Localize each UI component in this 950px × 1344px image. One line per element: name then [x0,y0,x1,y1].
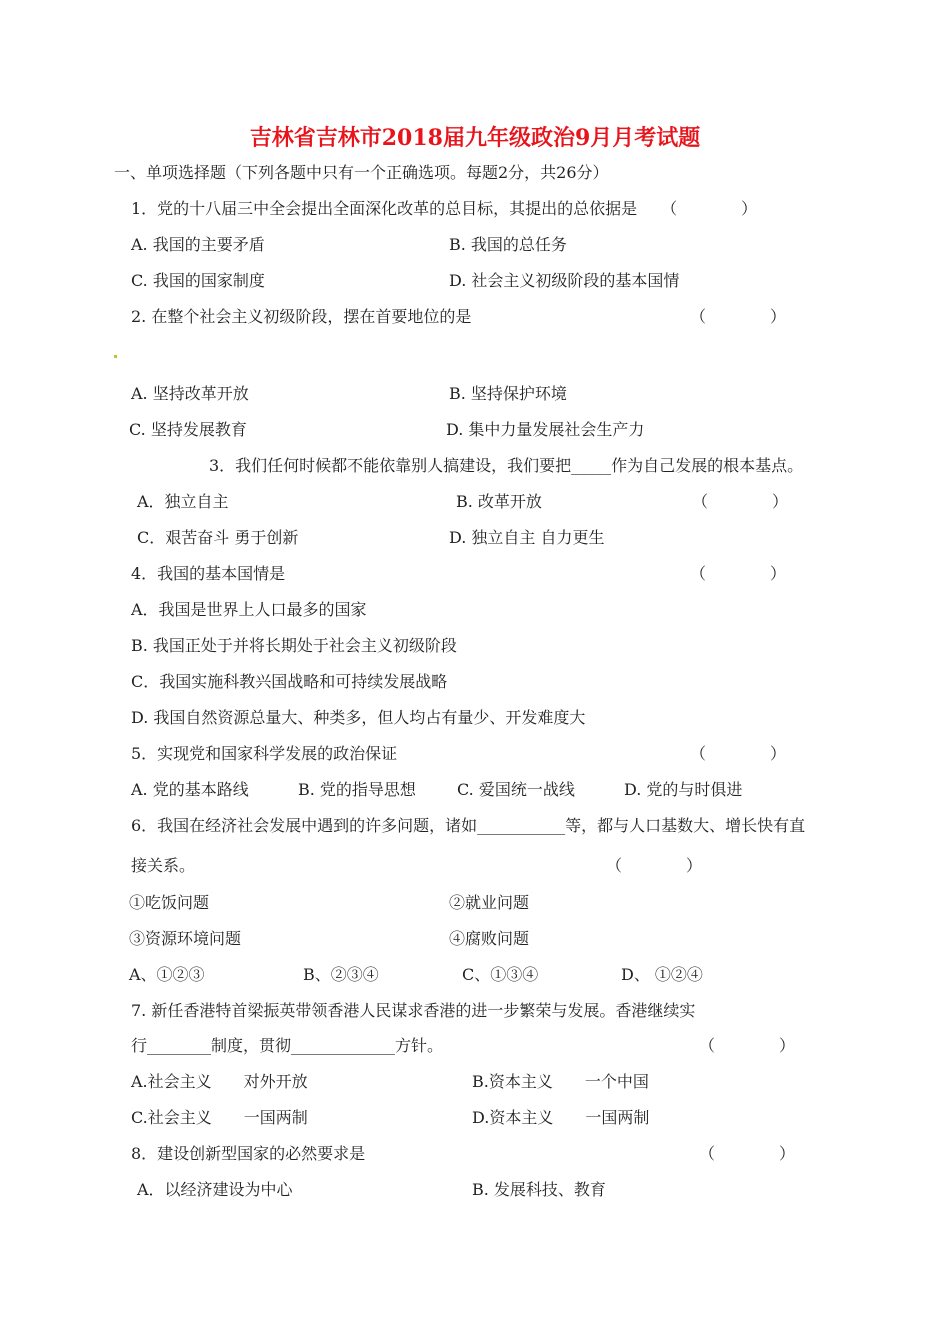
question-7-option-b: B.资本主义 一个中国 [472,1072,649,1091]
question-7-option-a: A.社会主义 对外开放 [131,1072,308,1091]
question-3-option-c: C．艰苦奋斗 勇于创新 [137,528,299,547]
question-6-stem: 6．我国在经济社会发展中遇到的许多问题，诸如___________等，都与人口基数大、增长快有直 [131,816,806,835]
question-3-option-a: A．独立自主 [137,492,229,511]
question-8-stem: 8．建设创新型国家的必然要求是 [131,1144,366,1163]
question-2-option-a: A. 坚持改革开放 [131,384,249,403]
question-2-stem: 2. 在整个社会主义初级阶段，摆在首要地位的是 [131,307,472,326]
stray-mark [114,355,117,358]
question-4-bracket: （ ） [690,564,787,583]
question-5-bracket: （ ） [690,744,787,763]
question-3-option-d: D. 独立自主 自力更生 [449,528,605,547]
question-5-stem: 5．实现党和国家科学发展的政治保证 [131,744,398,763]
question-3-option-b: B. 改革开放 [456,492,542,511]
question-3-bracket: （ ） [692,492,789,511]
question-6-item-1: ①吃饭问题 [129,893,210,912]
question-1-option-b: B. 我国的总任务 [449,235,567,254]
question-4-stem: 4．我国的基本国情是 [131,564,286,583]
question-6-item-4: ④腐败问题 [449,929,530,948]
question-1-option-d: D. 社会主义初级阶段的基本国情 [449,271,680,290]
question-7-stem: 7. 新任香港特首梁振英带领香港人民谋求香港的进一步繁荣与发展。香港继续实 [131,1001,696,1020]
question-2-option-d: D. 集中力量发展社会生产力 [446,420,645,439]
question-6-option-d: D、 ①②④ [621,965,703,984]
question-6-option-c: C、①③④ [462,965,539,984]
question-5-option-c: C. 爱国统一战线 [457,780,575,799]
question-2-bracket: （ ） [690,307,787,326]
question-6-item-3: ③资源环境问题 [129,929,242,948]
question-5-option-b: B. 党的指导思想 [298,780,416,799]
document-title: 吉林省吉林市2018届九年级政治9月月考试题 [249,125,701,151]
question-8-bracket: （ ） [699,1144,796,1163]
question-7-bracket: （ ） [699,1036,796,1055]
question-6-bracket: （ ） [606,856,703,875]
question-1-stem: 1．党的十八届三中全会提出全面深化改革的总目标，其提出的总依据是 （ ） [131,199,758,218]
question-7-stem-continued: 行________制度，贯彻_____________方针。 [131,1036,444,1055]
question-8-option-b: B. 发展科技、教育 [472,1180,606,1199]
question-2-option-c: C. 坚持发展教育 [129,420,247,439]
question-1-option-a: A. 我国的主要矛盾 [131,235,265,254]
question-6-stem-continued: 接关系。 [131,856,196,875]
question-6-option-a: A、①②③ [129,965,205,984]
section-heading: 一、单项选择题（下列各题中只有一个正确选项。每题2分，共26分） [114,163,609,182]
question-6-item-2: ②就业问题 [449,893,530,912]
question-5-option-d: D. 党的与时俱进 [624,780,743,799]
question-7-option-d: D.资本主义 一国两制 [472,1108,650,1127]
question-2-option-b: B. 坚持保护环境 [449,384,567,403]
question-1-option-c: C. 我国的国家制度 [131,271,265,290]
question-6-option-b: B、②③④ [303,965,379,984]
question-4-option-d: D. 我国自然资源总量大、种类多，但人均占有量少、开发难度大 [131,708,586,727]
question-4-option-a: A．我国是世界上人口最多的国家 [131,600,367,619]
question-3-stem: 3．我们任何时候都不能依靠别人搞建设，我们要把_____作为自己发展的根本基点。 [209,456,804,475]
question-5-option-a: A. 党的基本路线 [131,780,249,799]
question-7-option-c: C.社会主义 一国两制 [131,1108,308,1127]
question-4-option-b: B. 我国正处于并将长期处于社会主义初级阶段 [131,636,457,655]
question-4-option-c: C．我国实施科教兴国战略和可持续发展战略 [131,672,448,691]
question-8-option-a: A．以经济建设为中心 [137,1180,293,1199]
